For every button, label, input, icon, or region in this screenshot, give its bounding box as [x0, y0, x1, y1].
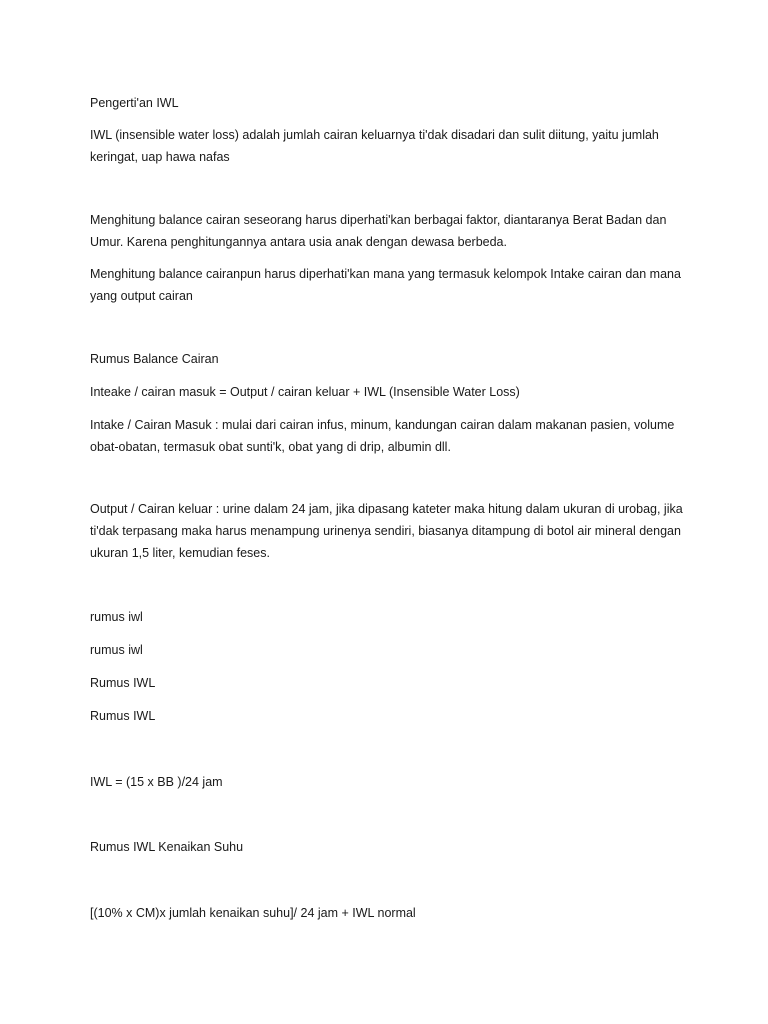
heading-rumus-balance-cairan: Rumus Balance Cairan — [90, 352, 219, 366]
paragraph-balance-formula: Inteake / cairan masuk = Output / cairan keluar + IWL (Insensible Water Loss) — [90, 385, 520, 399]
text-iwl-formula: IWL = (15 x BB )/24 jam — [90, 775, 223, 789]
text-rumus-iwl-3: Rumus IWL — [90, 676, 156, 690]
text-rumus-iwl-4: Rumus IWL — [90, 709, 156, 723]
text-rumus-iwl-2: rumus iwl — [90, 643, 143, 657]
paragraph-iwl-definition: IWL (insensible water loss) adalah jumlah cairan keluarnya ti'dak disadari dan sulit diitung, yaitu jumlah keringat, uap hawa nafas — [90, 128, 659, 164]
paragraph-balance-factors: Menghitung balance cairan seseorang harus diperhati'kan berbagai faktor, diantaranya Berat Badan dan Umur. Karena penghitungannya antara usia anak dengan dewasa berbeda. — [90, 213, 667, 249]
paragraph-balance-intake-output: Menghitung balance cairanpun harus diperhati'kan mana yang termasuk kelompok Intake cairan dan mana yang output cairan — [90, 267, 681, 303]
text-rumus-iwl-1: rumus iwl — [90, 610, 143, 624]
heading-pengertian-iwl: Pengerti'an IWL — [90, 96, 179, 110]
heading-rumus-iwl-kenaikan-suhu: Rumus IWL Kenaikan Suhu — [90, 840, 244, 854]
paragraph-intake-description: Intake / Cairan Masuk : mulai dari cairan infus, minum, kandungan cairan dalam makanan pasien, volume obat-obatan, termasuk obat sunti'k, obat yang di drip, albumin dll. — [90, 418, 675, 454]
paragraph-output-description: Output / Cairan keluar : urine dalam 24 jam, jika dipasang kateter maka hitung dalam ukuran di urobag, jika ti'dak terpasang maka harus menampung urinenya sendiri, biasanya ditampung di botol air mineral dengan ukuran 1,5 liter, kemudian feses. — [90, 502, 683, 560]
text-kenaikan-suhu-formula: [(10% x CM)x jumlah kenaikan suhu]/ 24 jam + IWL normal — [90, 906, 416, 920]
